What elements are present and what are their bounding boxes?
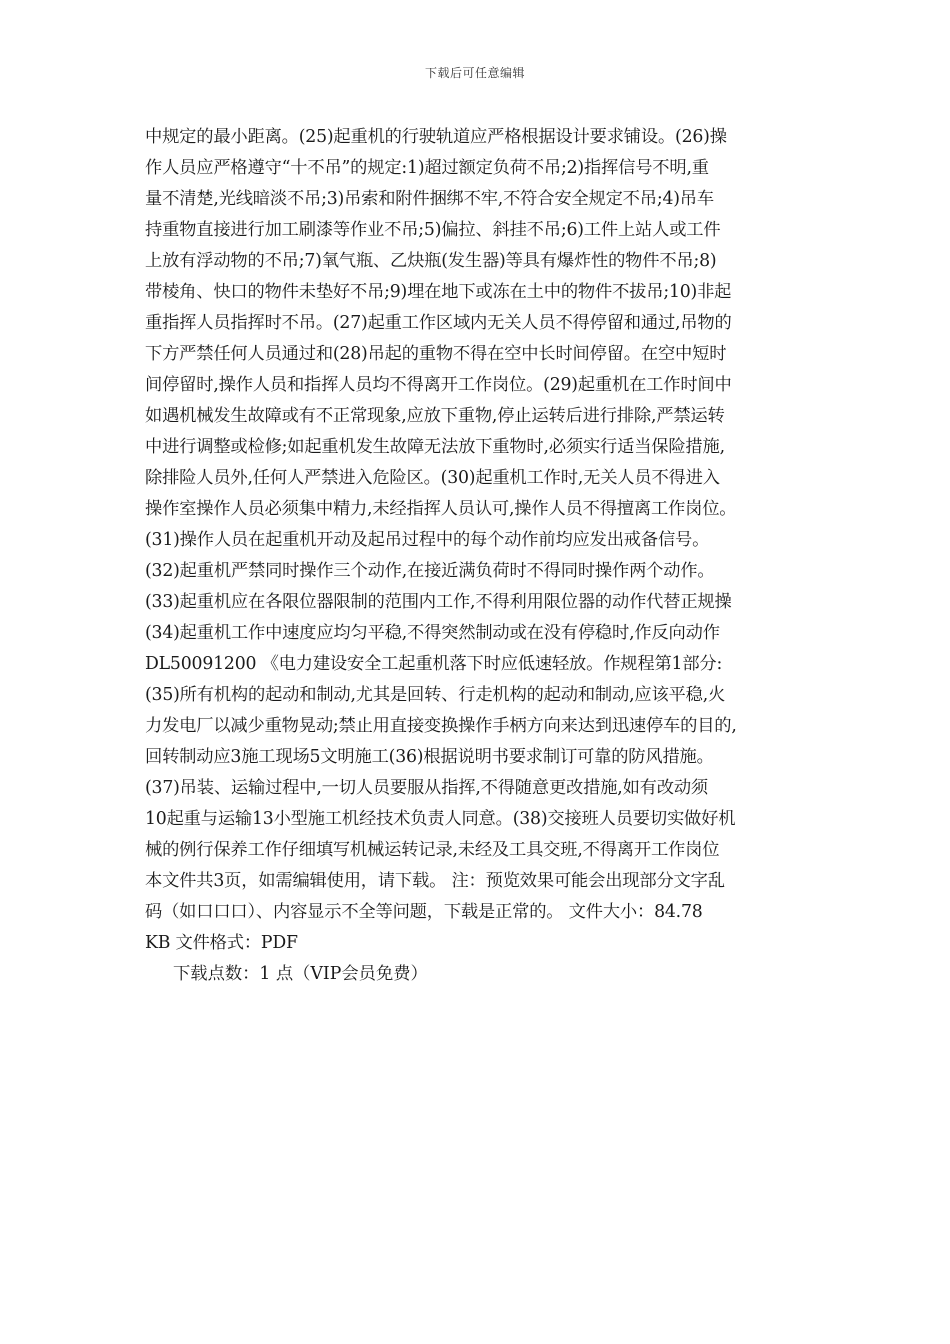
text-line: 如遇机械发生故障或有不正常现象,应放下重物,停止运转后进行排除,严禁运转: [145, 406, 725, 426]
text-line: 下方严禁任何人员通过和(28)吊起的重物不得在空中长时间停留。在空中短时: [145, 344, 727, 364]
text-line: (34)起重机工作中速度应均匀平稳,不得突然制动或在没有停稳时,作反向动作: [145, 623, 720, 643]
text-line: 操作室操作人员必须集中精力,未经指挥人员认可,操作人员不得擅离工作岗位。: [145, 499, 737, 519]
text-line: 重指挥人员指挥时不吊。(27)起重工作区域内无关人员不得停留和通过,吊物的: [145, 313, 732, 333]
text-line: (37)吊装、运输过程中,一切人员要服从指挥,不得随意更改措施,如有改动须: [145, 778, 708, 798]
text-line: 中进行调整或检修;如起重机发生故障无法放下重物时,必须实行适当保险措施,: [145, 437, 725, 457]
text-line: 本文件共3页，如需编辑使用，请下载。 注：预览效果可能会出现部分文字乱: [145, 871, 725, 891]
text-line: (35)所有机构的起动和制动,尤其是回转、行走机构的起动和制动,应该平稳,火: [145, 685, 726, 705]
text-line: 作人员应严格遵守“十不吊”的规定:1)超过额定负荷不吊;2)指挥信号不明,重: [145, 158, 709, 178]
text-line: 10起重与运输13小型施工机经技术负责人同意。(38)交接班人员要切实做好机: [145, 809, 736, 829]
header-note: 下载后可任意编辑: [424, 66, 525, 80]
text-line: 持重物直接进行加工刷漆等作业不吊;5)偏拉、斜挂不吊;6)工件上站人或工件: [145, 220, 721, 240]
text-line: 力发电厂以减少重物晃动;禁止用直接变换操作手柄方向来达到迅速停车的目的,: [145, 716, 737, 736]
text-line: 上放有浮动物的不吊;7)氧气瓶、乙炔瓶(发生器)等具有爆炸性的物件不吊;8): [145, 251, 717, 271]
text-line: (31)操作人员在起重机开动及起吊过程中的每个动作前均应发出戒备信号。: [145, 530, 710, 550]
text-line: 中规定的最小距离。(25)起重机的行驶轨道应严格根据设计要求铺设。(26)操: [145, 127, 727, 147]
text-line: 回转制动应3施工现场5文明施工(36)根据说明书要求制订可靠的防风措施。: [145, 747, 714, 767]
text-line: (32)起重机严禁同时操作三个动作,在接近满负荷时不得同时操作两个动作。: [145, 561, 715, 581]
text-line: 码（如口口口）、内容显示不全等问题，下载是正常的。 文件大小：84.78: [145, 902, 703, 922]
download-points-line: 下载点数：1 点（VIP会员免费）: [173, 964, 428, 984]
document-body: [145, 122, 813, 990]
text-line: KB 文件格式：PDF: [145, 933, 298, 953]
text-line: 间停留时,操作人员和指挥人员均不得离开工作岗位。(29)起重机在工作时间中: [145, 375, 732, 395]
text-line: 除排险人员外,任何人严禁进入危险区。(30)起重机工作时,无关人员不得进入: [145, 468, 720, 488]
text-line: (33)起重机应在各限位器限制的范围内工作,不得利用限位器的动作代替正规操: [145, 592, 732, 612]
text-line: DL50091200 《电力建设安全工起重机落下时应低速轻放。作规程第1部分:: [145, 654, 723, 674]
text-line: 带棱角、快口的物件未垫好不吊;9)埋在地下或冻在土中的物件不拔吊;10)非起: [145, 282, 732, 302]
text-line: 量不清楚,光线暗淡不吊;3)吊索和附件捆绑不牢,不符合安全规定不吊;4)吊车: [145, 189, 714, 209]
text-line: 械的例行保养工作仔细填写机械运转记录,未经及工具交班,不得离开工作岗位: [145, 840, 720, 860]
